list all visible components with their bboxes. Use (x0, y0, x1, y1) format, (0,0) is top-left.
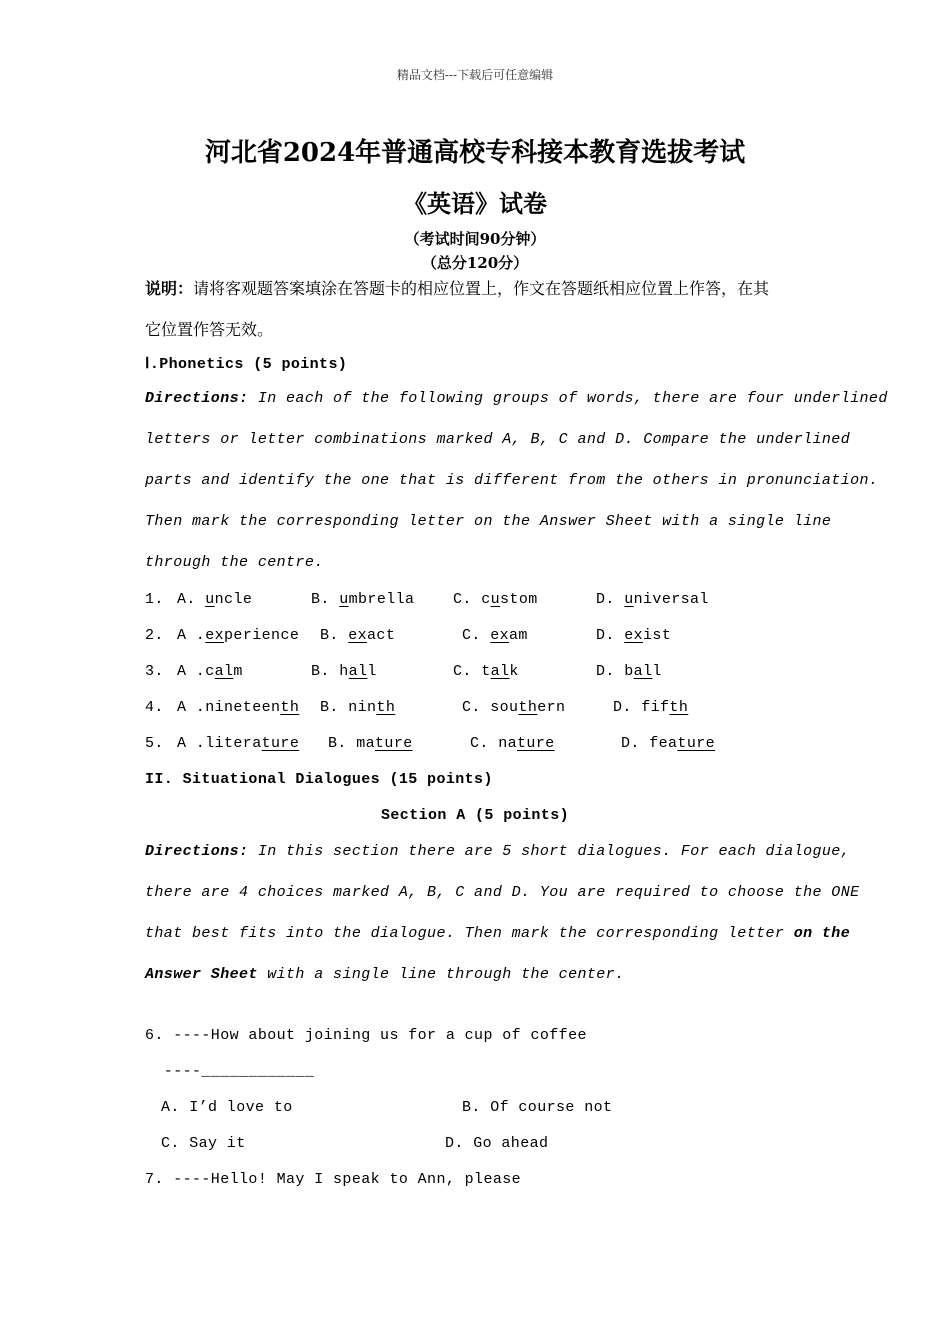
part1-directions-line-5: through the centre. (145, 554, 324, 571)
exam-time: （考试时间90分钟） (404, 230, 546, 248)
part2-directions-line-3: that best fits into the dialogue. Then mark the corresponding letter on the (145, 925, 851, 942)
instructions-line-1 (145, 276, 769, 299)
q6-option-b: B. Of course not (462, 1099, 613, 1116)
exam-subtitle: 《英语》试卷 (403, 189, 547, 218)
q5-number: 5. (145, 735, 164, 752)
q3-option-a: A .calm (177, 663, 243, 680)
q1-option-c: C. custom (453, 591, 538, 608)
q2-option-a: A .experience (177, 627, 300, 644)
q2-option-d: D. exist (596, 627, 672, 644)
part2-directions-line-1: Directions: In this section there are 5 short dialogues. For each dialogue, (145, 843, 851, 860)
exam-title: 河北省2024年普通高校专科接本教育选拔考试 (204, 138, 746, 168)
q4-option-d: D. fifth (613, 699, 689, 716)
q1-option-a: A. uncle (177, 591, 253, 608)
q3-option-d: D. ball (596, 663, 662, 680)
part1-directions-label: Directions: (145, 390, 249, 407)
q1-option-b: B. umbrella (311, 591, 415, 608)
q1-option-d: D. universal (596, 591, 709, 608)
header-note: 精品文档---下载后可任意编辑 (396, 68, 554, 82)
q5-option-c: C. nature (470, 735, 555, 752)
q7-prompt: 7. ----Hello! May I speak to Ann, please (145, 1171, 522, 1188)
part1-directions-line-3: parts and identify the one that is different from the others in pronunciation. (145, 472, 879, 489)
instructions-text-1: 请将客观题答案填涂在答题卡的相应位置上，作文在答题纸相应位置上作答，在其 (193, 279, 770, 298)
q3-option-c: C. talk (453, 663, 519, 680)
instructions-line-2: 它位置作答无效。 (145, 320, 274, 339)
q1-number: 1. (145, 591, 164, 608)
part1-heading: Ⅰ.Phonetics (5 points) (145, 356, 348, 373)
total-score: （总分120分） (421, 254, 529, 272)
part1-directions-line-2: letters or letter combinations marked A, B, C and D. Compare the underlined (145, 431, 851, 448)
q3-number: 3. (145, 663, 164, 680)
q4-option-a: A .nineteenth (177, 699, 300, 716)
instructions-label: 说明： (145, 279, 194, 298)
part1-directions-text-1: In each of the following groups of words, there are four underlined (248, 390, 888, 407)
q4-number: 4. (145, 699, 164, 716)
q5-option-b: B. mature (328, 735, 413, 752)
part1-directions-line-1 (145, 390, 888, 407)
part2-directions-line-2: there are 4 choices marked A, B, C and D. You are required to choose the ONE (145, 884, 860, 901)
part2-directions-line-4: Answer Sheet with a single line through the center. (145, 966, 625, 983)
q2-number: 2. (145, 627, 164, 644)
q5-option-a: A .literature (177, 735, 300, 752)
part2-directions-label: Directions: (145, 843, 249, 860)
part2-heading: II. Situational Dialogues (15 points) (145, 771, 493, 788)
q2-option-b: B. exact (320, 627, 396, 644)
q6-option-a: A. I’d love to (161, 1099, 293, 1116)
part1-directions-line-4: Then mark the corresponding letter on the Answer Sheet with a single line (145, 513, 832, 530)
q3-option-b: B. hall (311, 663, 377, 680)
q4-option-c: C. southern (462, 699, 566, 716)
q6-option-c: C. Say it (161, 1135, 246, 1152)
q2-option-c: C. exam (462, 627, 528, 644)
section-a-heading: Section A (5 points) (380, 807, 570, 824)
q6-reply: ----____________ (145, 1063, 315, 1080)
q6-prompt: 6. ----How about joining us for a cup of coffee (145, 1027, 587, 1044)
q6-option-d: D. Go ahead (445, 1135, 549, 1152)
q4-option-b: B. ninth (320, 699, 396, 716)
q5-option-d: D. feature (621, 735, 716, 752)
